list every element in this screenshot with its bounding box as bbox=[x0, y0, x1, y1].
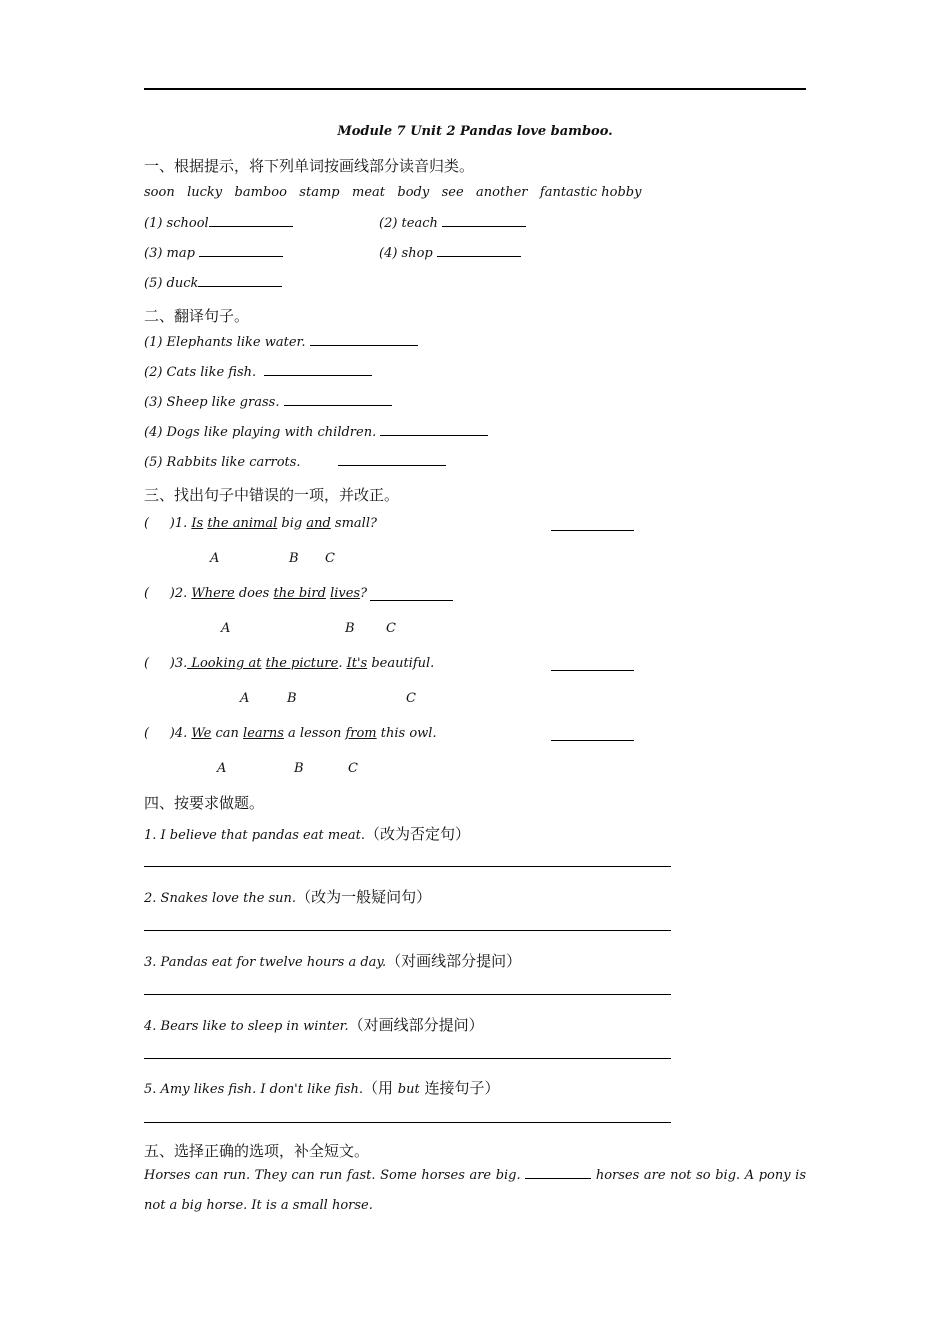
option-b-text: learns bbox=[243, 726, 284, 741]
s4-item-4 bbox=[144, 1014, 484, 1035]
answer-paren[interactable]: ( ) bbox=[144, 656, 175, 671]
s2-item-1 bbox=[144, 334, 418, 350]
answer-paren[interactable]: ( ) bbox=[144, 516, 175, 531]
answer-line[interactable] bbox=[144, 1058, 671, 1059]
answer-blank[interactable] bbox=[442, 215, 526, 227]
letter-c: C bbox=[348, 761, 358, 776]
option-c-text: lives bbox=[330, 586, 361, 601]
answer-blank[interactable] bbox=[199, 245, 283, 257]
option-a-text: Is bbox=[191, 516, 204, 531]
answer-line[interactable] bbox=[144, 930, 671, 931]
q-text: does bbox=[234, 586, 274, 601]
option-a-text: Where bbox=[191, 586, 235, 601]
q-text: beautiful. bbox=[367, 656, 435, 671]
letter-c: C bbox=[325, 551, 335, 566]
s4-item-2 bbox=[144, 886, 431, 907]
correction-blank[interactable] bbox=[551, 740, 634, 741]
q-num: 4. bbox=[174, 726, 188, 741]
answer-line[interactable] bbox=[144, 994, 671, 995]
q-text: ? bbox=[360, 586, 368, 601]
answer-blank[interactable] bbox=[310, 334, 418, 346]
q-text: . bbox=[338, 656, 347, 671]
q-text: can bbox=[211, 726, 244, 741]
s4-item-2-text: 2. Snakes love the sun. bbox=[144, 891, 297, 906]
s4-item-5-keyword: but bbox=[397, 1082, 420, 1097]
s2-item-3-label: (3) Sheep like grass. bbox=[144, 395, 280, 410]
option-b-text: the bird bbox=[273, 586, 326, 601]
q-num: 1. bbox=[174, 516, 188, 531]
s3-question-4 bbox=[144, 726, 437, 741]
answer-blank[interactable] bbox=[380, 424, 488, 436]
answer-line[interactable] bbox=[144, 866, 671, 867]
answer-paren[interactable]: ( ) bbox=[144, 586, 175, 601]
word-bank: soon lucky bamboo stamp meat body see another fantastic hobby bbox=[144, 185, 642, 200]
letter-b: B bbox=[345, 621, 355, 636]
letter-b: B bbox=[294, 761, 304, 776]
header-rule bbox=[144, 88, 806, 90]
passage-text-a: Horses can run. They can run fast. Some horses are big. bbox=[144, 1168, 526, 1183]
option-c-text: It's bbox=[346, 656, 368, 671]
s2-item-1-label: (1) Elephants like water. bbox=[144, 335, 306, 350]
s2-item-5-label: (5) Rabbits like carrots. bbox=[144, 455, 301, 470]
s4-item-1 bbox=[144, 823, 470, 844]
answer-blank[interactable] bbox=[437, 245, 521, 257]
s2-item-3 bbox=[144, 394, 392, 410]
s4-item-3-instruction: （对画线部分提问） bbox=[386, 952, 522, 970]
q-num: 2. bbox=[174, 586, 188, 601]
s4-item-5-instruction-b: 连接句子） bbox=[419, 1079, 500, 1097]
letter-a: A bbox=[221, 621, 231, 636]
s4-item-5 bbox=[144, 1077, 499, 1098]
option-a-text: Looking at bbox=[187, 656, 262, 671]
answer-blank[interactable] bbox=[209, 215, 293, 227]
section5-heading: 五、选择正确的选项，补全短文。 bbox=[144, 1142, 370, 1160]
s2-item-5 bbox=[144, 454, 446, 470]
s1-item-5 bbox=[144, 275, 282, 291]
s1-item-4-label: (4) shop bbox=[379, 246, 433, 261]
option-b-text: the animal bbox=[207, 516, 278, 531]
passage-text-b: horses are not so big. A pony is not a big horse. It is a small horse. bbox=[144, 1168, 806, 1213]
section2-heading: 二、翻译句子。 bbox=[144, 307, 250, 325]
s1-item-1 bbox=[144, 215, 293, 231]
answer-blank[interactable] bbox=[198, 275, 282, 287]
correction-blank[interactable] bbox=[551, 670, 634, 671]
letter-c: C bbox=[386, 621, 396, 636]
cloze-passage bbox=[144, 1161, 806, 1221]
s2-item-2-label: (2) Cats like fish. bbox=[144, 365, 257, 380]
q-text: this owl. bbox=[376, 726, 437, 741]
s4-item-5-instruction-a: （用 bbox=[362, 1079, 398, 1097]
s4-item-3-text: 3. Pandas eat for twelve hours a day. bbox=[144, 955, 387, 970]
answer-blank[interactable] bbox=[338, 454, 446, 466]
s4-item-2-instruction: （改为一般疑问句） bbox=[296, 888, 432, 906]
s1-item-2-label: (2) teach bbox=[379, 216, 438, 231]
letter-a: A bbox=[217, 761, 227, 776]
q-text: a lesson bbox=[283, 726, 346, 741]
s1-item-4 bbox=[379, 245, 521, 261]
s3-question-1 bbox=[144, 516, 377, 531]
option-a-text: We bbox=[191, 726, 212, 741]
answer-blank[interactable] bbox=[284, 394, 392, 406]
correction-blank[interactable] bbox=[370, 600, 453, 601]
answer-paren[interactable]: ( ) bbox=[144, 726, 175, 741]
section1-heading: 一、根据提示，将下列单词按画线部分读音归类。 bbox=[144, 157, 475, 175]
answer-line[interactable] bbox=[144, 1122, 671, 1123]
s2-item-4 bbox=[144, 424, 488, 440]
s4-item-4-text: 4. Bears like to sleep in winter. bbox=[144, 1019, 349, 1034]
s1-item-2 bbox=[379, 215, 526, 231]
letter-b: B bbox=[287, 691, 297, 706]
letter-a: A bbox=[240, 691, 250, 706]
letter-a: A bbox=[210, 551, 220, 566]
s3-question-2 bbox=[144, 586, 367, 601]
correction-blank[interactable] bbox=[551, 530, 634, 531]
s2-item-2 bbox=[144, 364, 372, 380]
option-b-text: the picture bbox=[265, 656, 339, 671]
q-text: small? bbox=[330, 516, 377, 531]
s3-question-3 bbox=[144, 656, 434, 671]
s1-item-1-label: (1) school bbox=[144, 216, 209, 231]
s4-item-4-instruction: （对画线部分提问） bbox=[348, 1016, 484, 1034]
s4-item-1-text: 1. I believe that pandas eat meat. bbox=[144, 828, 365, 843]
s4-item-1-instruction: （改为否定句） bbox=[364, 825, 470, 843]
q-num: 3. bbox=[174, 656, 188, 671]
q-text: big bbox=[277, 516, 307, 531]
option-c-text: and bbox=[306, 516, 331, 531]
s4-item-5-text: 5. Amy likes fish. I don't like fish. bbox=[144, 1082, 363, 1097]
s1-item-3-label: (3) map bbox=[144, 246, 195, 261]
letter-b: B bbox=[289, 551, 299, 566]
cloze-blank[interactable] bbox=[525, 1167, 591, 1179]
answer-blank[interactable] bbox=[264, 364, 372, 376]
section4-heading: 四、按要求做题。 bbox=[144, 794, 265, 812]
letter-c: C bbox=[406, 691, 416, 706]
s1-item-5-label: (5) duck bbox=[144, 276, 199, 291]
s4-item-3 bbox=[144, 950, 521, 971]
s1-item-3 bbox=[144, 245, 283, 261]
s2-item-4-label: (4) Dogs like playing with children. bbox=[144, 425, 377, 440]
page-title: Module 7 Unit 2 Pandas love bamboo. bbox=[337, 124, 613, 139]
option-c-text: from bbox=[345, 726, 377, 741]
section3-heading: 三、找出句子中错误的一项，并改正。 bbox=[144, 486, 400, 504]
